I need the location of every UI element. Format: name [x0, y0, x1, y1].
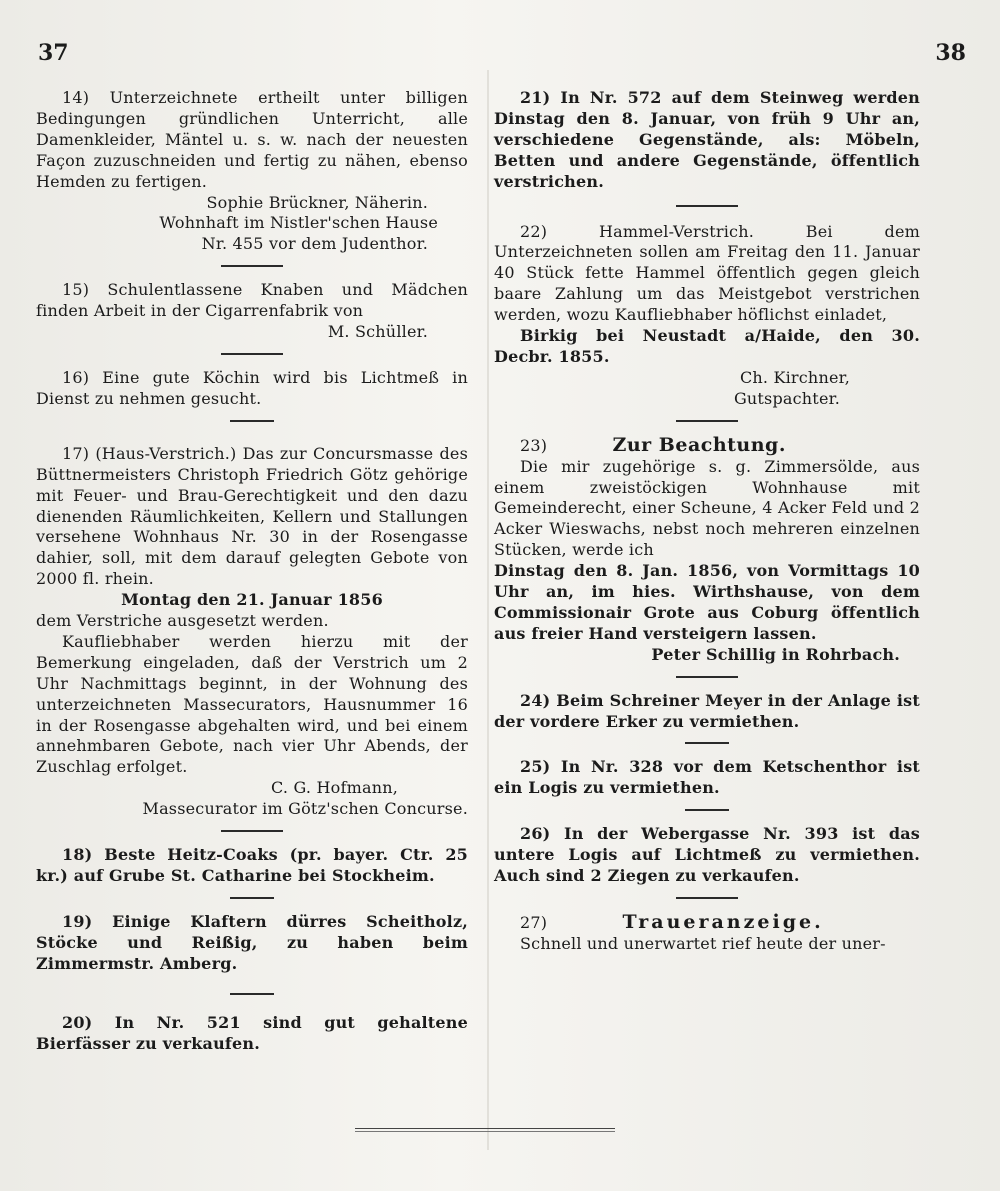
ad-27	[494, 912, 920, 955]
ad-22	[494, 222, 920, 410]
ad-20-text: 20) In Nr. 521 sind gut gehaltene Bierfässer zu verkaufen.	[36, 1012, 468, 1053]
ad-23-signature: Peter Schillig in Rohrbach.	[651, 644, 900, 664]
left-page-number: 37	[38, 40, 69, 66]
ad-23	[494, 435, 920, 666]
ad-17	[36, 444, 468, 820]
separator-rule	[685, 809, 729, 811]
ad-14	[36, 88, 468, 255]
bottom-rule	[355, 1131, 615, 1132]
separator-rule	[221, 353, 283, 355]
right-column	[494, 88, 920, 955]
ad-17-signature-title: Massecurator im Götz'schen Concurse.	[142, 799, 468, 819]
ad-26	[494, 824, 920, 887]
right-page-number: 38	[935, 40, 966, 66]
ad-22-signature-title: Gutspachter.	[733, 388, 840, 408]
ad-20	[36, 1013, 468, 1055]
separator-rule	[221, 265, 283, 267]
ad-22-place-date: Birkig bei Neustadt a/Haide, den 30. Decbr. 1855.	[494, 326, 920, 366]
bottom-rule	[355, 1128, 615, 1129]
ad-14-address-line1: Wohnhaft im Nistler'schen Hause	[159, 213, 438, 233]
ad-27-heading: Traueranzeige.	[622, 911, 824, 933]
ad-15-text: 15) Schulentlassene Knaben und Mädchen finden Arbeit in der Cigarrenfabrik von	[36, 280, 468, 321]
ad-17-date: Montag den 21. Januar 1856	[121, 590, 383, 610]
ad-18-text: 18) Beste Heitz-Coaks (pr. bayer. Ctr. 25 kr.) auf Grube St. Catharine bei Stockheim.	[36, 845, 468, 885]
ad-23-text: Die mir zugehörige s. g. Zimmersölde, aus einem zweistöckigen Wohnhause mit Gemeinderecht, einer Scheune, 4 Acker Feld und 2 Acker Wieswachs, nebst noch mehreren einzelnen Stücken, werde ich	[494, 456, 920, 560]
separator-rule	[230, 993, 274, 995]
separator-rule	[685, 742, 729, 744]
ad-22-text: 22) Hammel-Verstrich. Bei dem Unterzeichneten sollen am Freitag den 11. Januar 40 Stück fette Hammel öffentlich gegen gleich baare Zahlung um das Meistgebot verstrichen werden, wozu Kaufliebhaber höflichst einladet,	[494, 221, 920, 325]
ad-25-text: 25) In Nr. 328 vor dem Ketschenthor ist ein Logis zu vermiethen.	[494, 757, 920, 798]
left-column	[36, 88, 468, 1054]
separator-rule	[676, 676, 738, 678]
ad-15	[36, 280, 468, 343]
ad-24-text: 24) Beim Schreiner Meyer in der Anlage ist der vordere Erker zu vermiethen.	[494, 690, 920, 731]
ad-22-signature: Ch. Kirchner,	[739, 367, 850, 387]
ad-26-text: 26) In der Webergasse Nr. 393 ist das untere Logis auf Lichtmeß zu vermiethen. Auch sind 2 Ziegen zu verkaufen.	[494, 824, 920, 886]
ad-19	[36, 912, 468, 975]
separator-rule	[230, 420, 274, 422]
separator-rule	[221, 830, 283, 832]
ad-17-text3: Kaufliebhaber werden hierzu mit der Bemerkung eingeladen, daß der Verstrich um 2 Uhr Nachmittags beginnt, in der Wohnung des unterzeichneten Massecurators, Hausnummer 16 in der Rosengasse abgehalten wird, und bei einem annehmbaren Gebote, nach vier Uhr Abends, der Zuschlag erfolget.	[36, 631, 468, 777]
ad-17-signature: C. G. Hofmann,	[271, 778, 398, 798]
separator-rule	[676, 420, 738, 422]
ad-21	[494, 88, 920, 193]
ad-14-address-line2: Nr. 455 vor dem Judenthor.	[201, 234, 428, 254]
ad-23-text2: Dinstag den 8. Jan. 1856, von Vormittags 10 Uhr an, im hies. Wirthshause, von dem Commissionair Grote aus Coburg öffentlich aus freier Hand versteigern lassen.	[494, 561, 920, 643]
ad-23-number: 23)	[520, 435, 548, 455]
ad-17-text2: dem Verstriche ausgesetzt werden.	[36, 611, 329, 631]
column-gutter	[487, 70, 489, 1150]
ad-23-header	[494, 435, 920, 457]
ad-19-text: 19) Einige Klaftern dürres Scheitholz, Stöcke und Reißig, zu haben beim Zimmermstr. Amberg.	[36, 911, 468, 973]
separator-rule	[676, 205, 738, 207]
ad-16-text: 16) Eine gute Köchin wird bis Lichtmeß in Dienst zu nehmen gesucht.	[36, 367, 468, 408]
ad-16	[36, 368, 468, 410]
ad-25	[494, 757, 920, 799]
ad-27-number: 27)	[520, 913, 548, 932]
ad-21-text: 21) In Nr. 572 auf dem Steinweg werden Dinstag den 8. Januar, von früh 9 Uhr an, verschiedene Gegenstände, als: Möbeln, Betten und andere Gegenstände, öffentlich verstrichen.	[494, 88, 920, 191]
separator-rule	[230, 897, 274, 899]
separator-rule	[676, 897, 738, 899]
ad-17-text: 17) (Haus-Verstrich.) Das zur Concursmasse des Büttnermeisters Christoph Friedrich Götz gehörige mit Feuer- und Brau-Gerechtigkeit und den dazu dienenden Räumlichkeiten, Kellern und Stallungen versehene Wohnhaus Nr. 30 in der Rosengasse dahier, soll, mit dem darauf gelegten Gebote von 2000 fl. rhein.	[36, 443, 468, 589]
ad-14-signature: Sophie Brückner, Näherin.	[206, 192, 428, 212]
ad-23-heading: Zur Beachtung.	[612, 433, 786, 456]
ad-27-header	[494, 912, 920, 934]
ad-24	[494, 691, 920, 733]
ad-14-text: 14) Unterzeichnete ertheilt unter billigen Bedingungen gründlichen Unterricht, alle Damenkleider, Mäntel u. s. w. nach der neuesten Façon zuzuschneiden und fertig zu nähen, ebenso Hemden zu fertigen.	[36, 88, 468, 191]
ad-15-signature: M. Schüller.	[327, 322, 428, 342]
ad-18	[36, 845, 468, 887]
ad-27-text: Schnell und unerwartet rief heute der uner-	[520, 933, 886, 953]
